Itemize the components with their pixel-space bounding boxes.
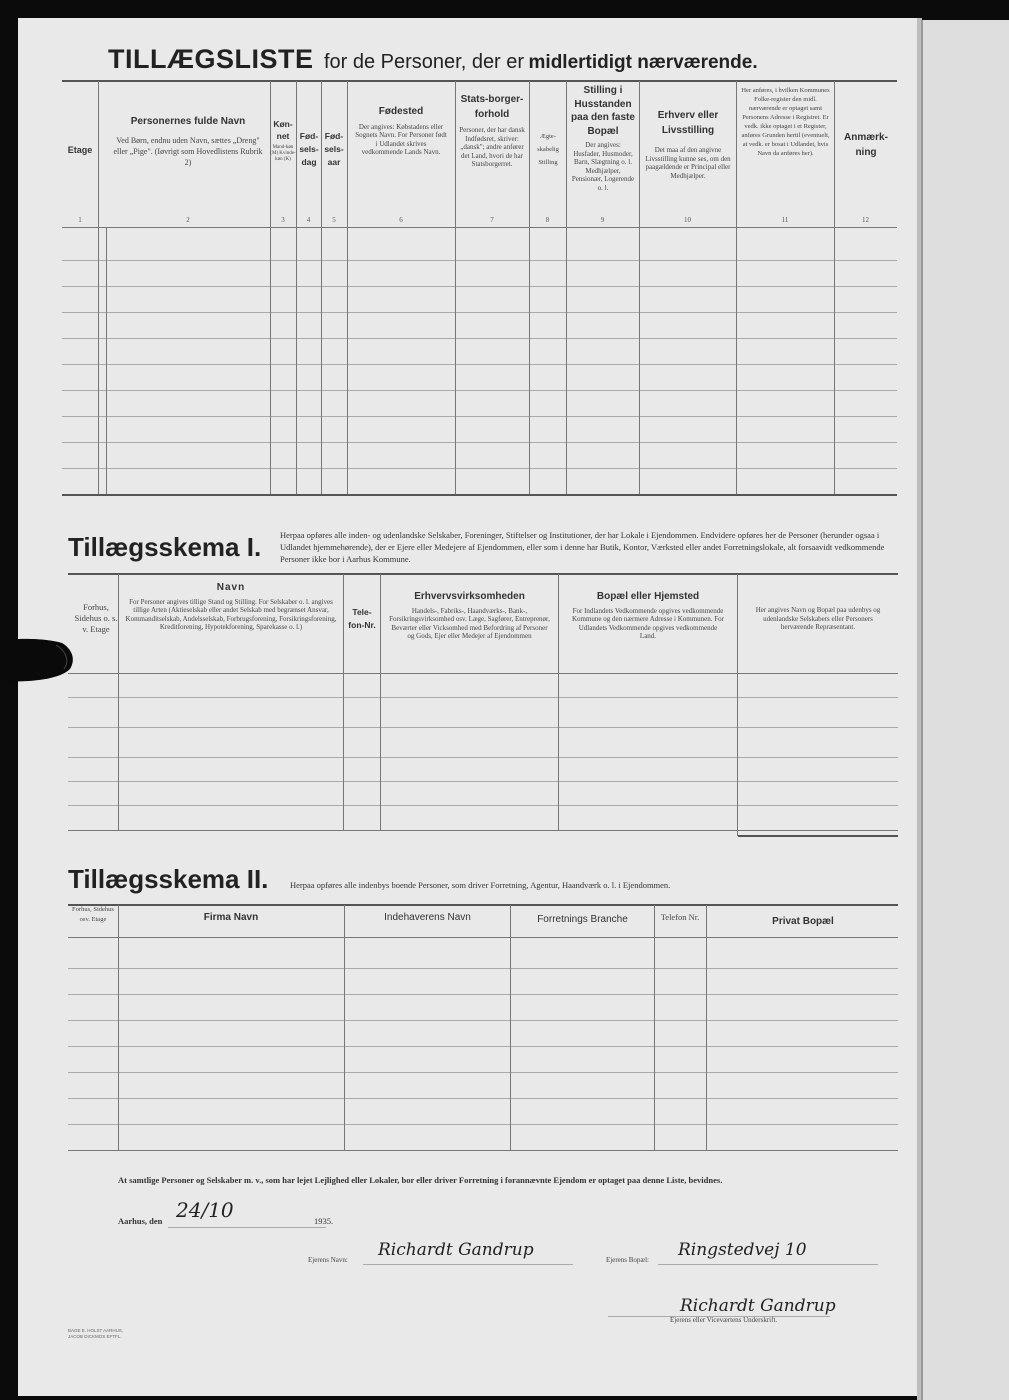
- schema2-title: Tillægsskema II.: [68, 864, 269, 894]
- title-main: TILLÆGSLISTE: [108, 44, 314, 74]
- footer-year: 1935.: [314, 1216, 334, 1226]
- col-num-7: 7: [490, 216, 494, 224]
- schema1-col-representative: Her angives Navn og Bopæl paa udenbys og udenlandske Selskabers eller Personers herværende Repræsentant.: [755, 606, 881, 631]
- schema2-col-private: Privat Bopæl: [772, 916, 834, 927]
- schema1-col-name: Navn For Personer angives tillige Stand og Stilling. For Selskaber o. l. angives tillige Arten (Aktieselskab eller andet Selskab med begrænset Ansvar, Kommanditselskab, Andelsselskab, Forbrugsforening, Forsikringsforening, Kreditforening, Hypotekforening, Sparekasse o. l.): [125, 582, 337, 631]
- col-remark-header: Anmærk-ning: [844, 132, 888, 158]
- schema1-intro: Herpaa opføres alle inden- og udenlandske Selskaber, Foreninger, Stiftelser og Institutioner, der har Lokale i Ejendommen. Endvidere opføres her de Personer (herunder ogsaa i Udlandet hjemmehørende), der er Ejere eller Medejere af Ejendommen, eller som i denne har Butik, Kontor, Værksted eller andet Forretningslokale, alt forsaavidt vedkommende Personer ikke bor i Aarhus Kommune.: [280, 530, 885, 564]
- col-num-8: 8: [545, 216, 550, 224]
- col-num-12: 12: [862, 216, 869, 224]
- col-name-header: Personernes fulde Navn Ved Børn, endnu uden Navn, sættes „Dreng" eller „Pige". (Iøvrigt som Hovedlistens Rubrik 2): [113, 116, 263, 167]
- printer-imprint: BAGE E. HOLST AARHUS, JACOB DICKMOS EFTFL.: [68, 1328, 124, 1339]
- schema2-col-firm: Firma Navn: [203, 912, 259, 923]
- col-birthyear-header: Fød-sels-aar: [324, 131, 344, 167]
- schema1-col-business: Erhvervsvirksomheden Handels-, Fabriks-, Haandværks-, Bank-, Forsikringsvirksomhed osv. Læge, Sagfører, Entreprenør, Beværter eller Vicksomhed med Befordring af Personer og Gods, Ejer eller Medejer af Ejendommen: [389, 591, 550, 640]
- col-num-4: 4: [306, 216, 311, 224]
- col-household-header: Stilling i Husstanden paa den faste Bopæl Der angives: Husfader, Husmoder, Barn, Slægtning o. l. Medhjælper, Pensionær, Logerende o. l.: [571, 85, 635, 192]
- col-citizenship-header: Stats-borger-forhold Personer, der har dansk Indfødsret, skriver: „dansk"; andre anfører det Land, hvori de har Statsborgerret.: [459, 94, 525, 168]
- thumb-shape: [0, 637, 76, 685]
- col-num-2: 2: [186, 216, 190, 224]
- schema1-col-location: Forhus, Sidehus o. s. v. Etage: [74, 602, 118, 634]
- col-num-10: 10: [684, 216, 691, 224]
- schema2-col-owner: Indehaverens Navn: [384, 912, 471, 923]
- col-num-6: 6: [399, 216, 403, 224]
- col-birthday-header: Fød-sels-dag: [299, 131, 319, 167]
- schema2-intro: Herpaa opføres alle indenbys boende Personer, som driver Forretning, Agentur, Haandværk o. l. i Ejendommen.: [290, 880, 671, 890]
- schema2-col-branch: Forretnings Branche: [537, 914, 628, 925]
- col-gender-header: Køn-net Mand-køn (M) Kvinde-køn (K): [270, 119, 296, 162]
- col-num-1: 1: [78, 216, 82, 224]
- footer-statement: At samtlige Personer og Selskaber m. v., som har lejet Lejlighed eller Lokaler, bor eller driver Forretning i forannævnte Ejendom er optaget paa denne Liste, bevidnes.: [118, 1175, 723, 1185]
- title-bold-end: midlertidigt nærværende.: [528, 52, 758, 73]
- col-etage-header: Etage: [67, 145, 93, 155]
- col-address-header: Her anføres, i hvilken Kommunes Folke-register den midl. nærværende er optaget samt Personens Adresse i Registret. Er vedk. ikke optaget i et Register, anføres Grunden hertil (eventuelt, at vedk. er bosat i Udlandet, hvis Navn da anføres her).: [741, 87, 830, 157]
- signature: Richardt Gandrup: [680, 1296, 836, 1316]
- schema1-title: Tillægsskema I.: [68, 532, 262, 562]
- schema1-col-telefon: Tele-fon-Nr.: [348, 607, 376, 630]
- schema2-col-telefon: Telefon Nr.: [660, 912, 700, 922]
- owner-name-label: Ejerens Navn:: [308, 1256, 348, 1264]
- signature-label: Ejerens eller Viceværtens Underskrift.: [670, 1316, 778, 1324]
- owner-address-label: Ejerens Bopæl:: [606, 1256, 649, 1264]
- col-num-9: 9: [600, 216, 605, 224]
- col-num-11: 11: [781, 216, 789, 224]
- census-form-page: [18, 18, 920, 1396]
- title-sub: for de Personer, der er: [323, 51, 525, 73]
- form-title: [108, 44, 908, 75]
- owner-address-value: Ringstedvej 10: [678, 1240, 807, 1260]
- schema2-col-location: Forhus, Sidehus osv. Etage: [72, 906, 114, 923]
- adjacent-page-edge: [921, 20, 1009, 1400]
- footer-date: 24/10: [176, 1198, 234, 1222]
- schema1-col-residence: Bopæl eller Hjemsted For Indlandets Vedkommende opgives vedkommende Kommune og den nærmere Adresse i Kommunen. For Udlandets Vedkommende opgives vedkommende Land.: [571, 591, 725, 640]
- col-occupation-header: Erhverv eller Livsstilling Det maa af den angivne Livsstilling kunne ses, om den paagældende er Principal eller Medhjælper.: [645, 110, 731, 180]
- col-num-3: 3: [281, 216, 285, 224]
- col-marital-header: Ægte-skabelig Stilling: [537, 133, 559, 166]
- col-num-5: 5: [332, 216, 336, 224]
- owner-name-signature: Richardt Gandrup: [378, 1240, 534, 1260]
- footer-city: Aarhus, den: [118, 1216, 163, 1226]
- col-birthplace-header: Fødested Der angives: Købstadens eller Sognets Navn. For Personer født i Udlandet skrives vedkommende Lands Navn.: [355, 106, 447, 156]
